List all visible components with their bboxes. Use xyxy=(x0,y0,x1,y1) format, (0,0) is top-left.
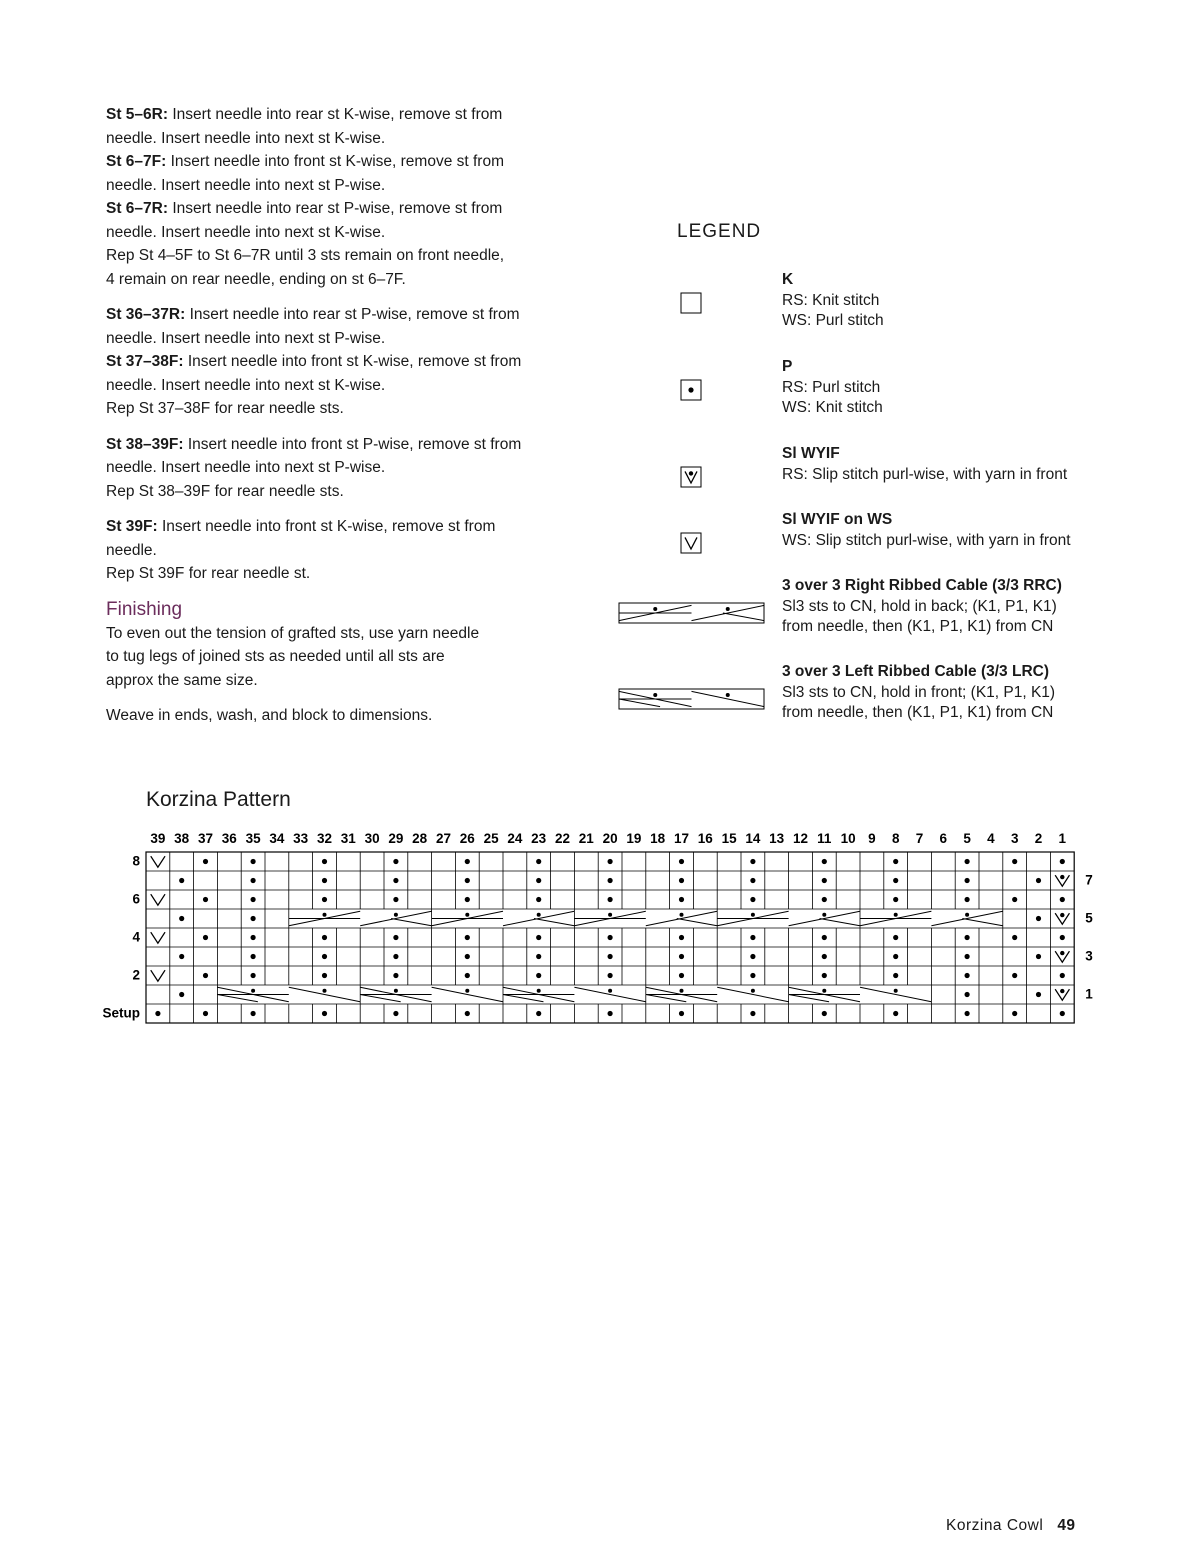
chart-cell-purl xyxy=(251,897,256,902)
chart-cell-purl xyxy=(1012,1011,1017,1016)
column-label: 5 xyxy=(963,831,971,846)
instruction-line xyxy=(106,327,606,351)
column-label: 23 xyxy=(531,831,547,846)
column-label: 13 xyxy=(769,831,785,846)
chart-cell-purl xyxy=(1012,897,1017,902)
chart-cell-purl xyxy=(608,878,613,883)
chart-cell-purl xyxy=(822,897,827,902)
chart-cell-purl xyxy=(608,897,613,902)
column-label: 39 xyxy=(150,831,166,846)
chart-cell-purl xyxy=(465,954,470,959)
instruction-text: Rep St 37–38F for rear needle sts. xyxy=(106,400,344,417)
chart-cell-purl xyxy=(465,935,470,940)
legend-text xyxy=(782,510,1152,551)
row-label-left: 2 xyxy=(132,967,140,983)
stitch-label: St 6–7R: xyxy=(106,200,169,217)
chart-cell-purl xyxy=(393,935,398,940)
chart-cell-purl xyxy=(393,878,398,883)
instruction-text: needle. Insert needle into next st P-wise. xyxy=(106,329,386,347)
chart-cell-purl xyxy=(608,1011,613,1016)
chart-cell-purl xyxy=(179,878,184,883)
instruction-text: 4 remain on rear needle, ending on st 6–7F. xyxy=(106,270,406,288)
stitch-label: St 38–39F: xyxy=(106,435,184,453)
chart-cell-purl xyxy=(393,954,398,959)
legend-description: WS: Slip stitch purl-wise, with yarn in front xyxy=(782,531,1071,549)
column-label: 15 xyxy=(721,831,737,846)
legend-text xyxy=(782,357,1152,419)
stitch-label: St 36–37R: xyxy=(106,306,186,323)
chart-cell-purl xyxy=(679,878,684,883)
chart-cell-purl xyxy=(536,954,541,959)
instruction-line xyxy=(106,127,606,151)
chart-cell-purl xyxy=(822,935,827,940)
column-label: 38 xyxy=(174,831,190,846)
column-label: 31 xyxy=(340,831,356,846)
chart-cell-purl xyxy=(750,878,755,883)
legend-description: RS: Knit stitch xyxy=(782,291,880,309)
column-label: 22 xyxy=(554,831,571,846)
column-label: 14 xyxy=(745,831,761,846)
chart-cell-purl xyxy=(393,1011,398,1016)
chart-cell-purl xyxy=(465,897,470,902)
instruction-text: Insert needle into rear st K-wise, remove st from xyxy=(168,106,503,123)
chart-cell-purl xyxy=(965,954,970,959)
legend-description: RS: Slip stitch purl-wise, with yarn in front xyxy=(782,465,1068,483)
legend-name: K xyxy=(782,271,794,288)
chart-cell-purl xyxy=(965,859,970,864)
instruction-text: needle. Insert needle into next st P-wise. xyxy=(106,176,386,194)
column-label: 6 xyxy=(939,831,948,846)
chart-cell-purl xyxy=(179,992,184,997)
legend-title: LEGEND xyxy=(677,221,762,242)
legend-name: Sl WYIF on WS xyxy=(782,511,893,528)
stitch-label: St 37–38F: xyxy=(106,353,184,370)
chart-cell-purl xyxy=(251,859,256,864)
chart-cell-purl xyxy=(322,935,327,940)
column-label: 24 xyxy=(507,831,523,846)
legend-description: WS: Purl stitch xyxy=(782,312,884,329)
chart-cell-purl xyxy=(322,878,327,883)
row-label-right: 1 xyxy=(1085,986,1093,1002)
legend-description: from needle, then (K1, P1, K1) from CN xyxy=(782,704,1054,721)
finishing-line: Weave in ends, wash, and block to dimensions. xyxy=(106,707,433,724)
column-label: 32 xyxy=(316,831,333,846)
finishing-line: to tug legs of joined sts as needed until all sts are xyxy=(106,648,445,665)
chart-cell-purl xyxy=(750,973,755,978)
instruction-line xyxy=(106,480,606,504)
column-label: 26 xyxy=(459,831,475,846)
chart-cell-purl xyxy=(1036,954,1041,959)
chart-cell-purl xyxy=(536,878,541,883)
stitch-label: St 39F: xyxy=(106,518,158,535)
chart-cell-purl xyxy=(822,878,827,883)
chart-cell-purl xyxy=(1036,992,1041,997)
page-footer xyxy=(946,1517,1076,1535)
column-label: 35 xyxy=(245,831,261,846)
instruction-line xyxy=(106,456,606,480)
chart-cell-purl xyxy=(465,859,470,864)
instruction-text: Insert needle into rear st P-wise, remove st from xyxy=(168,200,503,217)
chart-cell-purl xyxy=(179,916,184,921)
chart-cell-purl xyxy=(251,1011,256,1016)
chart-cell-purl xyxy=(679,897,684,902)
instruction-line xyxy=(106,515,606,539)
legend-description: Sl3 sts to CN, hold in front; (K1, P1, K1) xyxy=(782,683,1056,701)
chart-cell-purl xyxy=(608,954,613,959)
instruction-line xyxy=(106,350,606,374)
instruction-text: Rep St 39F for rear needle st. xyxy=(106,565,311,582)
column-label: 27 xyxy=(435,831,452,846)
instruction-text: Rep St 4–5F to St 6–7R until 3 sts remain on front needle, xyxy=(106,247,505,264)
finishing-line: To even out the tension of grafted sts, use yarn needle xyxy=(106,624,480,642)
legend-text xyxy=(782,270,1152,332)
chart-cell-purl xyxy=(1060,859,1065,864)
knit-icon xyxy=(680,292,702,314)
chart-cell-purl xyxy=(203,935,208,940)
chart-cell-purl xyxy=(965,1011,970,1016)
chart-cell-purl xyxy=(1036,878,1041,883)
column-label: 37 xyxy=(197,831,214,846)
column-label: 29 xyxy=(388,831,404,846)
chart-cell-purl xyxy=(965,878,970,883)
chart-cell-purl xyxy=(203,973,208,978)
chart-cell-purl xyxy=(251,973,256,978)
legend-description: WS: Knit stitch xyxy=(782,399,883,416)
chart-cell-purl xyxy=(608,859,613,864)
column-label: 33 xyxy=(293,831,309,846)
chart-cell-purl xyxy=(679,973,684,978)
instructions-column xyxy=(106,103,606,740)
row-label-right: 3 xyxy=(1085,948,1093,964)
column-label: 9 xyxy=(868,831,876,846)
chart-cell-purl xyxy=(251,935,256,940)
finishing-heading: Finishing xyxy=(106,598,183,620)
row-label-right: 7 xyxy=(1085,872,1093,888)
column-label: 25 xyxy=(483,831,499,846)
instruction-line xyxy=(106,174,606,198)
stitch-label: St 6–7F: xyxy=(106,153,167,170)
column-label: 3 xyxy=(1010,831,1019,846)
legend-name: P xyxy=(782,358,793,375)
finishing-paragraph xyxy=(106,704,606,728)
column-label: 11 xyxy=(817,831,832,846)
chart-cell-purl xyxy=(822,973,827,978)
instruction-text: needle. xyxy=(106,541,157,559)
chart-cell-purl xyxy=(393,897,398,902)
chart-cell-purl xyxy=(750,859,755,864)
chart-cell-purl xyxy=(1060,935,1065,940)
legend-name: 3 over 3 Left Ribbed Cable (3/3 LRC) xyxy=(782,663,1049,680)
chart-cell-purl xyxy=(965,935,970,940)
chart-cell-purl xyxy=(965,897,970,902)
row-label-right: 5 xyxy=(1085,910,1093,926)
instruction-line xyxy=(106,197,606,221)
instruction-text: Insert needle into rear st P-wise, remove st from xyxy=(185,306,520,323)
column-label: 12 xyxy=(792,831,809,846)
sl-wyif-icon xyxy=(680,466,702,488)
instruction-line xyxy=(106,539,606,563)
chart-cell-purl xyxy=(251,916,256,921)
chart-cell-purl xyxy=(1060,897,1065,902)
chart-cell-purl xyxy=(750,935,755,940)
chart-cell-purl xyxy=(608,935,613,940)
column-label: 21 xyxy=(578,831,594,846)
finishing-line: approx the same size. xyxy=(106,671,258,689)
column-label: 20 xyxy=(602,831,618,846)
column-label: 34 xyxy=(269,831,285,846)
column-label: 17 xyxy=(673,831,690,846)
column-label: 4 xyxy=(987,831,995,846)
legend-description: from needle, then (K1, P1, K1) from CN xyxy=(782,618,1054,635)
chart-cell-purl xyxy=(1060,973,1065,978)
legend-description: Sl3 sts to CN, hold in back; (K1, P1, K1) xyxy=(782,597,1057,615)
row-label-left: 8 xyxy=(132,853,140,869)
chart-cell-purl xyxy=(608,973,613,978)
instruction-text: needle. Insert needle into next st P-wise. xyxy=(106,459,386,476)
chart-cell-purl xyxy=(750,1011,755,1016)
chart-cell-purl xyxy=(1012,973,1017,978)
chart-cell-purl xyxy=(393,859,398,864)
chart-cell-purl xyxy=(1060,1011,1065,1016)
chart-cell-purl xyxy=(536,1011,541,1016)
instruction-paragraph xyxy=(106,515,606,586)
chart-cell-purl xyxy=(322,897,327,902)
chart-cell-purl xyxy=(322,859,327,864)
instruction-text: Insert needle into front st K-wise, remove st from xyxy=(166,153,504,170)
instruction-line xyxy=(106,150,606,174)
instruction-text: Rep St 38–39F for rear needle sts. xyxy=(106,482,344,500)
legend-text xyxy=(782,444,1152,485)
column-label: 1 xyxy=(1058,831,1067,846)
row-label-left: 6 xyxy=(132,891,140,907)
instruction-paragraph xyxy=(106,433,606,504)
legend-name: 3 over 3 Right Ribbed Cable (3/3 RRC) xyxy=(782,577,1062,594)
chart-cell-purl xyxy=(322,954,327,959)
chart-cell-purl xyxy=(203,1011,208,1016)
chart-cell-purl xyxy=(536,859,541,864)
chart-cell-purl xyxy=(251,878,256,883)
chart-cell-purl xyxy=(465,878,470,883)
chart-cell-purl xyxy=(1036,916,1041,921)
column-label: 36 xyxy=(221,831,237,846)
column-label: 18 xyxy=(650,831,666,846)
legend-text xyxy=(782,576,1152,638)
rrc-icon xyxy=(618,602,765,624)
column-label: 7 xyxy=(915,831,924,846)
chart-cell-purl xyxy=(536,973,541,978)
chart-cell-purl xyxy=(536,935,541,940)
chart-cell-purl xyxy=(893,897,898,902)
chart-cell-purl xyxy=(893,1011,898,1016)
instruction-line xyxy=(106,397,606,421)
instruction-text: needle. Insert needle into next st K-wise. xyxy=(106,129,386,147)
chart-cell-purl xyxy=(203,859,208,864)
instruction-paragraph xyxy=(106,103,606,291)
chart-cell-purl xyxy=(322,1011,327,1016)
chart-cell-purl xyxy=(893,973,898,978)
column-label: 2 xyxy=(1034,831,1043,846)
chart-cell-purl xyxy=(1012,935,1017,940)
column-label: 28 xyxy=(412,831,428,846)
instruction-text: Insert needle into front st P-wise, remove st from xyxy=(183,435,522,453)
chart-cell-purl xyxy=(822,859,827,864)
chart-cell-purl xyxy=(822,1011,827,1016)
page-number: 49 xyxy=(1057,1517,1076,1534)
finishing-paragraph xyxy=(106,622,606,693)
chart-cell-purl xyxy=(465,973,470,978)
column-label: 10 xyxy=(840,831,856,846)
chart-cell-purl xyxy=(822,954,827,959)
chart-cell-purl xyxy=(679,935,684,940)
stitch-label: St 5–6R: xyxy=(106,106,169,123)
chart-cell-purl xyxy=(893,935,898,940)
lrc-icon xyxy=(618,688,765,710)
row-label-left: Setup xyxy=(102,1005,140,1021)
chart-cell-purl xyxy=(679,1011,684,1016)
footer-title: Korzina Cowl xyxy=(946,1517,1044,1534)
row-label-left: 4 xyxy=(132,929,140,945)
instruction-paragraph xyxy=(106,303,606,421)
instruction-line xyxy=(106,303,606,327)
instruction-line xyxy=(106,103,606,127)
chart-cell-purl xyxy=(1012,859,1017,864)
purl-icon xyxy=(680,379,702,401)
instruction-line xyxy=(106,244,606,268)
chart-cell-purl xyxy=(179,954,184,959)
column-label: 16 xyxy=(697,831,713,846)
chart-cell-purl xyxy=(322,973,327,978)
instruction-text: Insert needle into front st K-wise, remove st from xyxy=(157,518,496,535)
chart-cell-purl xyxy=(750,954,755,959)
column-label: 30 xyxy=(364,831,380,846)
legend-description: RS: Purl stitch xyxy=(782,378,881,396)
chart-cell-purl xyxy=(393,973,398,978)
legend-text xyxy=(782,662,1152,724)
instruction-line xyxy=(106,433,606,457)
chart-cell-purl xyxy=(203,897,208,902)
instruction-line xyxy=(106,562,606,586)
chart-cell-purl xyxy=(465,1011,470,1016)
column-label: 8 xyxy=(891,831,900,846)
chart-cell-purl xyxy=(536,897,541,902)
chart-cell-purl xyxy=(155,1011,160,1016)
legend-name: Sl WYIF xyxy=(782,445,840,462)
instruction-text: needle. Insert needle into next st K-wise. xyxy=(106,223,386,241)
chart-cell-purl xyxy=(679,954,684,959)
chart-cell-purl xyxy=(893,954,898,959)
sl-wyif-ws-icon xyxy=(680,532,702,554)
instruction-line xyxy=(106,374,606,398)
korzina-pattern-chart xyxy=(90,824,1130,1034)
chart-cell-purl xyxy=(965,973,970,978)
chart-title: Korzina Pattern xyxy=(146,788,291,811)
instruction-text: Insert needle into front st K-wise, remove st from xyxy=(183,353,522,370)
chart-cell-purl xyxy=(965,992,970,997)
chart-cell-purl xyxy=(750,897,755,902)
chart-cell-purl xyxy=(893,878,898,883)
instruction-line xyxy=(106,221,606,245)
column-label: 19 xyxy=(626,831,642,846)
instruction-line xyxy=(106,268,606,292)
chart-cell-purl xyxy=(251,954,256,959)
chart-cell-purl xyxy=(679,859,684,864)
chart-cell-purl xyxy=(893,859,898,864)
instruction-text: needle. Insert needle into next st K-wise. xyxy=(106,376,386,394)
